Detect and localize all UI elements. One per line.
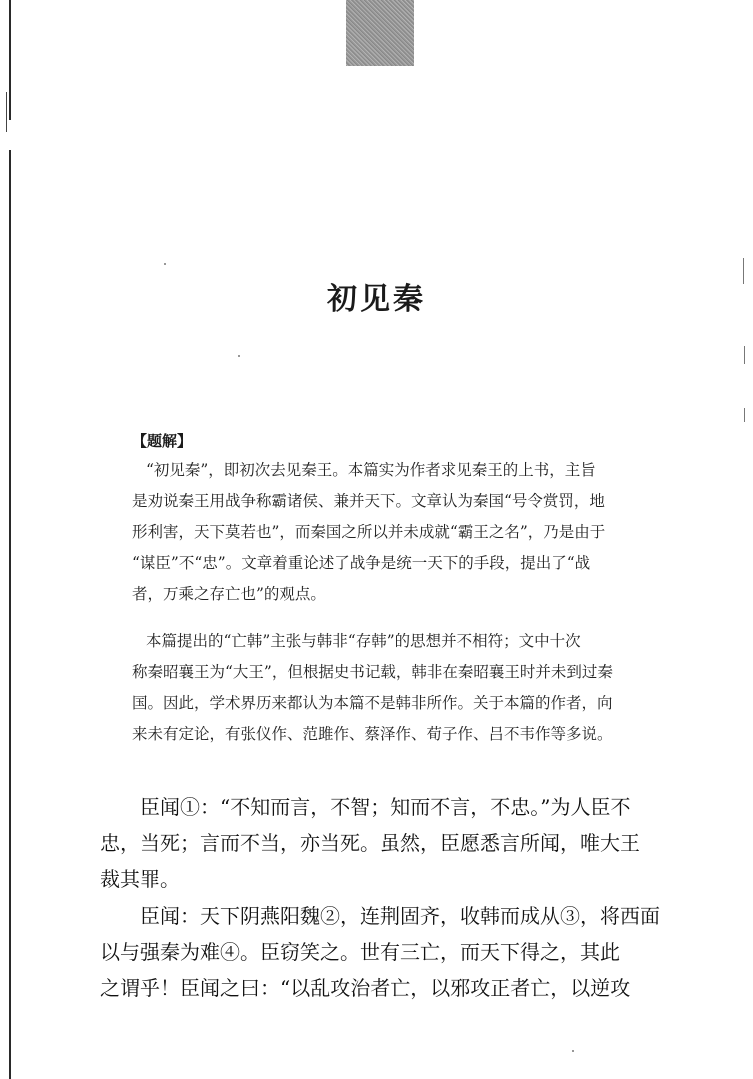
text-line: 者，万乘之存亡也”的观点。 xyxy=(132,585,326,603)
text-line: 臣闻：天下阴燕阳魏②，连荆固齐，收韩而成从③，将西面 xyxy=(140,904,660,928)
text-line: 称秦昭襄王为“大王”，但根据史书记载，韩非在秦昭襄王时并未到过秦 xyxy=(132,663,613,681)
text-line: “谋臣”不“忠”。文章着重论述了战争是统一天下的手段，提出了“战 xyxy=(132,554,591,572)
text-line: 之谓乎！臣闻之曰：“以乱攻治者亡，以邪攻正者亡，以逆攻 xyxy=(100,976,631,1000)
speck xyxy=(164,263,166,265)
text-line: 是劝说秦王用战争称霸诸侯、兼并天下。文章认为秦国“号令赏罚，地 xyxy=(132,492,605,510)
main-paragraph-1 xyxy=(100,789,680,897)
speck xyxy=(238,355,240,357)
page-edge-gap xyxy=(8,120,12,150)
text-line: 裁其罪。 xyxy=(100,867,180,891)
text-line: 以与强秦为难④。臣窃笑之。世有三亡，而天下得之，其此 xyxy=(100,940,620,964)
text-line: “初见秦”，即初次去见秦王。本篇实为作者求见秦王的上书，主旨 xyxy=(145,461,596,479)
scan-mark xyxy=(6,92,7,132)
text-line: 来未有定论，有张仪作、范雎作、蔡泽作、荀子作、吕不韦作等多说。 xyxy=(132,725,613,743)
intro-paragraph-2 xyxy=(132,626,672,750)
text-line: 形利害，天下莫若也”，而秦国之所以并未成就“霸王之名”，乃是由于 xyxy=(132,523,606,541)
section-label-tijie: 【题解】 xyxy=(132,432,193,450)
intro-paragraph-1 xyxy=(132,455,672,610)
main-paragraph-2 xyxy=(100,898,680,1006)
scan-artifact xyxy=(346,0,414,66)
speck xyxy=(572,1050,574,1052)
text-line: 国。因此，学术界历来都认为本篇不是韩非所作。关于本篇的作者，向 xyxy=(132,694,613,712)
text-line: 忠，当死；言而不当，亦当死。虽然，臣愿悉言所闻，唯大王 xyxy=(100,831,640,855)
text-line: 本篇提出的“亡韩”主张与韩非“存韩”的思想并不相符；文中十次 xyxy=(145,632,581,650)
page-edge-line xyxy=(9,0,11,1079)
chapter-title: 初见秦 xyxy=(327,282,426,317)
text-line: 臣闻①：“不知而言，不智；知而不言，不忠。”为人臣不 xyxy=(140,795,631,819)
